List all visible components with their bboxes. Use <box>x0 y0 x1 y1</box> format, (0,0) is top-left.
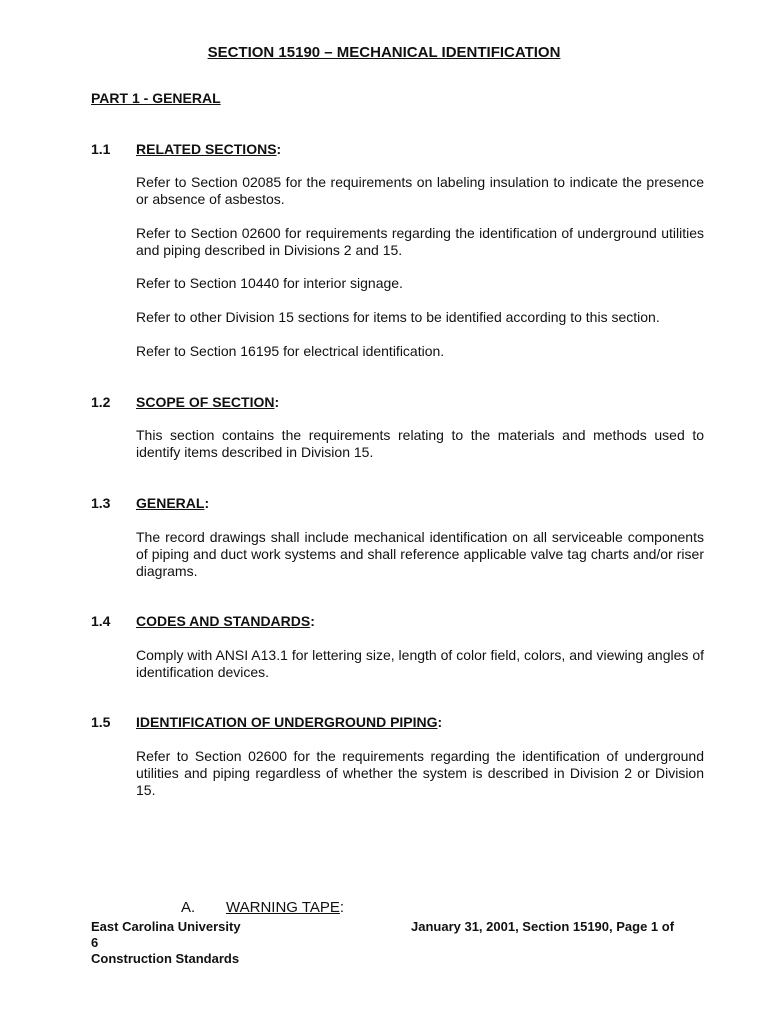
list-item-letter: A. <box>181 899 196 916</box>
paragraph: Refer to Section 10440 for interior signage. <box>136 275 403 291</box>
section-heading: CODES AND STANDARDS: <box>136 613 315 629</box>
paragraph: Refer to Section 02600 for the requirements regarding the identification of underground utilities and piping regardless of whether the system is described in Division 2 or Division 15. <box>136 748 704 798</box>
section-heading: IDENTIFICATION OF UNDERGROUND PIPING: <box>136 714 443 730</box>
section-number: 1.1 <box>91 141 111 157</box>
paragraph: Refer to other Division 15 sections for items to be identified according to this section. <box>136 309 660 325</box>
section-number: 1.5 <box>91 714 111 730</box>
footer-page-total: 6 <box>91 935 99 950</box>
section-number: 1.4 <box>91 613 111 629</box>
paragraph: This section contains the requirements relating to the materials and methods used to identify items described in Division 15. <box>136 427 704 460</box>
section-heading: RELATED SECTIONS: <box>136 141 282 157</box>
paragraph: Refer to Section 16195 for electrical identification. <box>136 343 445 359</box>
footer-left <box>91 919 241 967</box>
paragraph: The record drawings shall include mechanical identification on all serviceable components of piping and duct work systems and shall reference applicable valve tag charts and/or riser diagrams. <box>136 529 704 579</box>
paragraph: Refer to Section 02085 for the requirements on labeling insulation to indicate the presence or absence of asbestos. <box>136 174 704 207</box>
paragraph: Refer to Section 02600 for requirements regarding the identification of underground utilities and piping described in Divisions 2 and 15. <box>136 225 704 258</box>
footer-organization: East Carolina University <box>91 919 241 934</box>
section-heading: GENERAL: <box>136 495 210 511</box>
paragraph: Comply with ANSI A13.1 for lettering size, length of color field, colors, and viewing angles of identification devices. <box>136 647 704 680</box>
footer-date-page: January 31, 2001, Section 15190, Page 1 of <box>411 919 675 934</box>
section-heading: SCOPE OF SECTION: <box>136 394 280 410</box>
section-number: 1.2 <box>91 394 111 410</box>
list-item-warning-tape <box>181 899 344 916</box>
footer-standards: Construction Standards <box>91 951 240 966</box>
document-title: SECTION 15190 – MECHANICAL IDENTIFICATION <box>207 44 561 61</box>
list-item-label: WARNING TAPE <box>226 899 340 916</box>
section-number: 1.3 <box>91 495 111 511</box>
list-item-colon: : <box>339 899 345 916</box>
part-heading: PART 1 - GENERAL <box>91 90 221 106</box>
